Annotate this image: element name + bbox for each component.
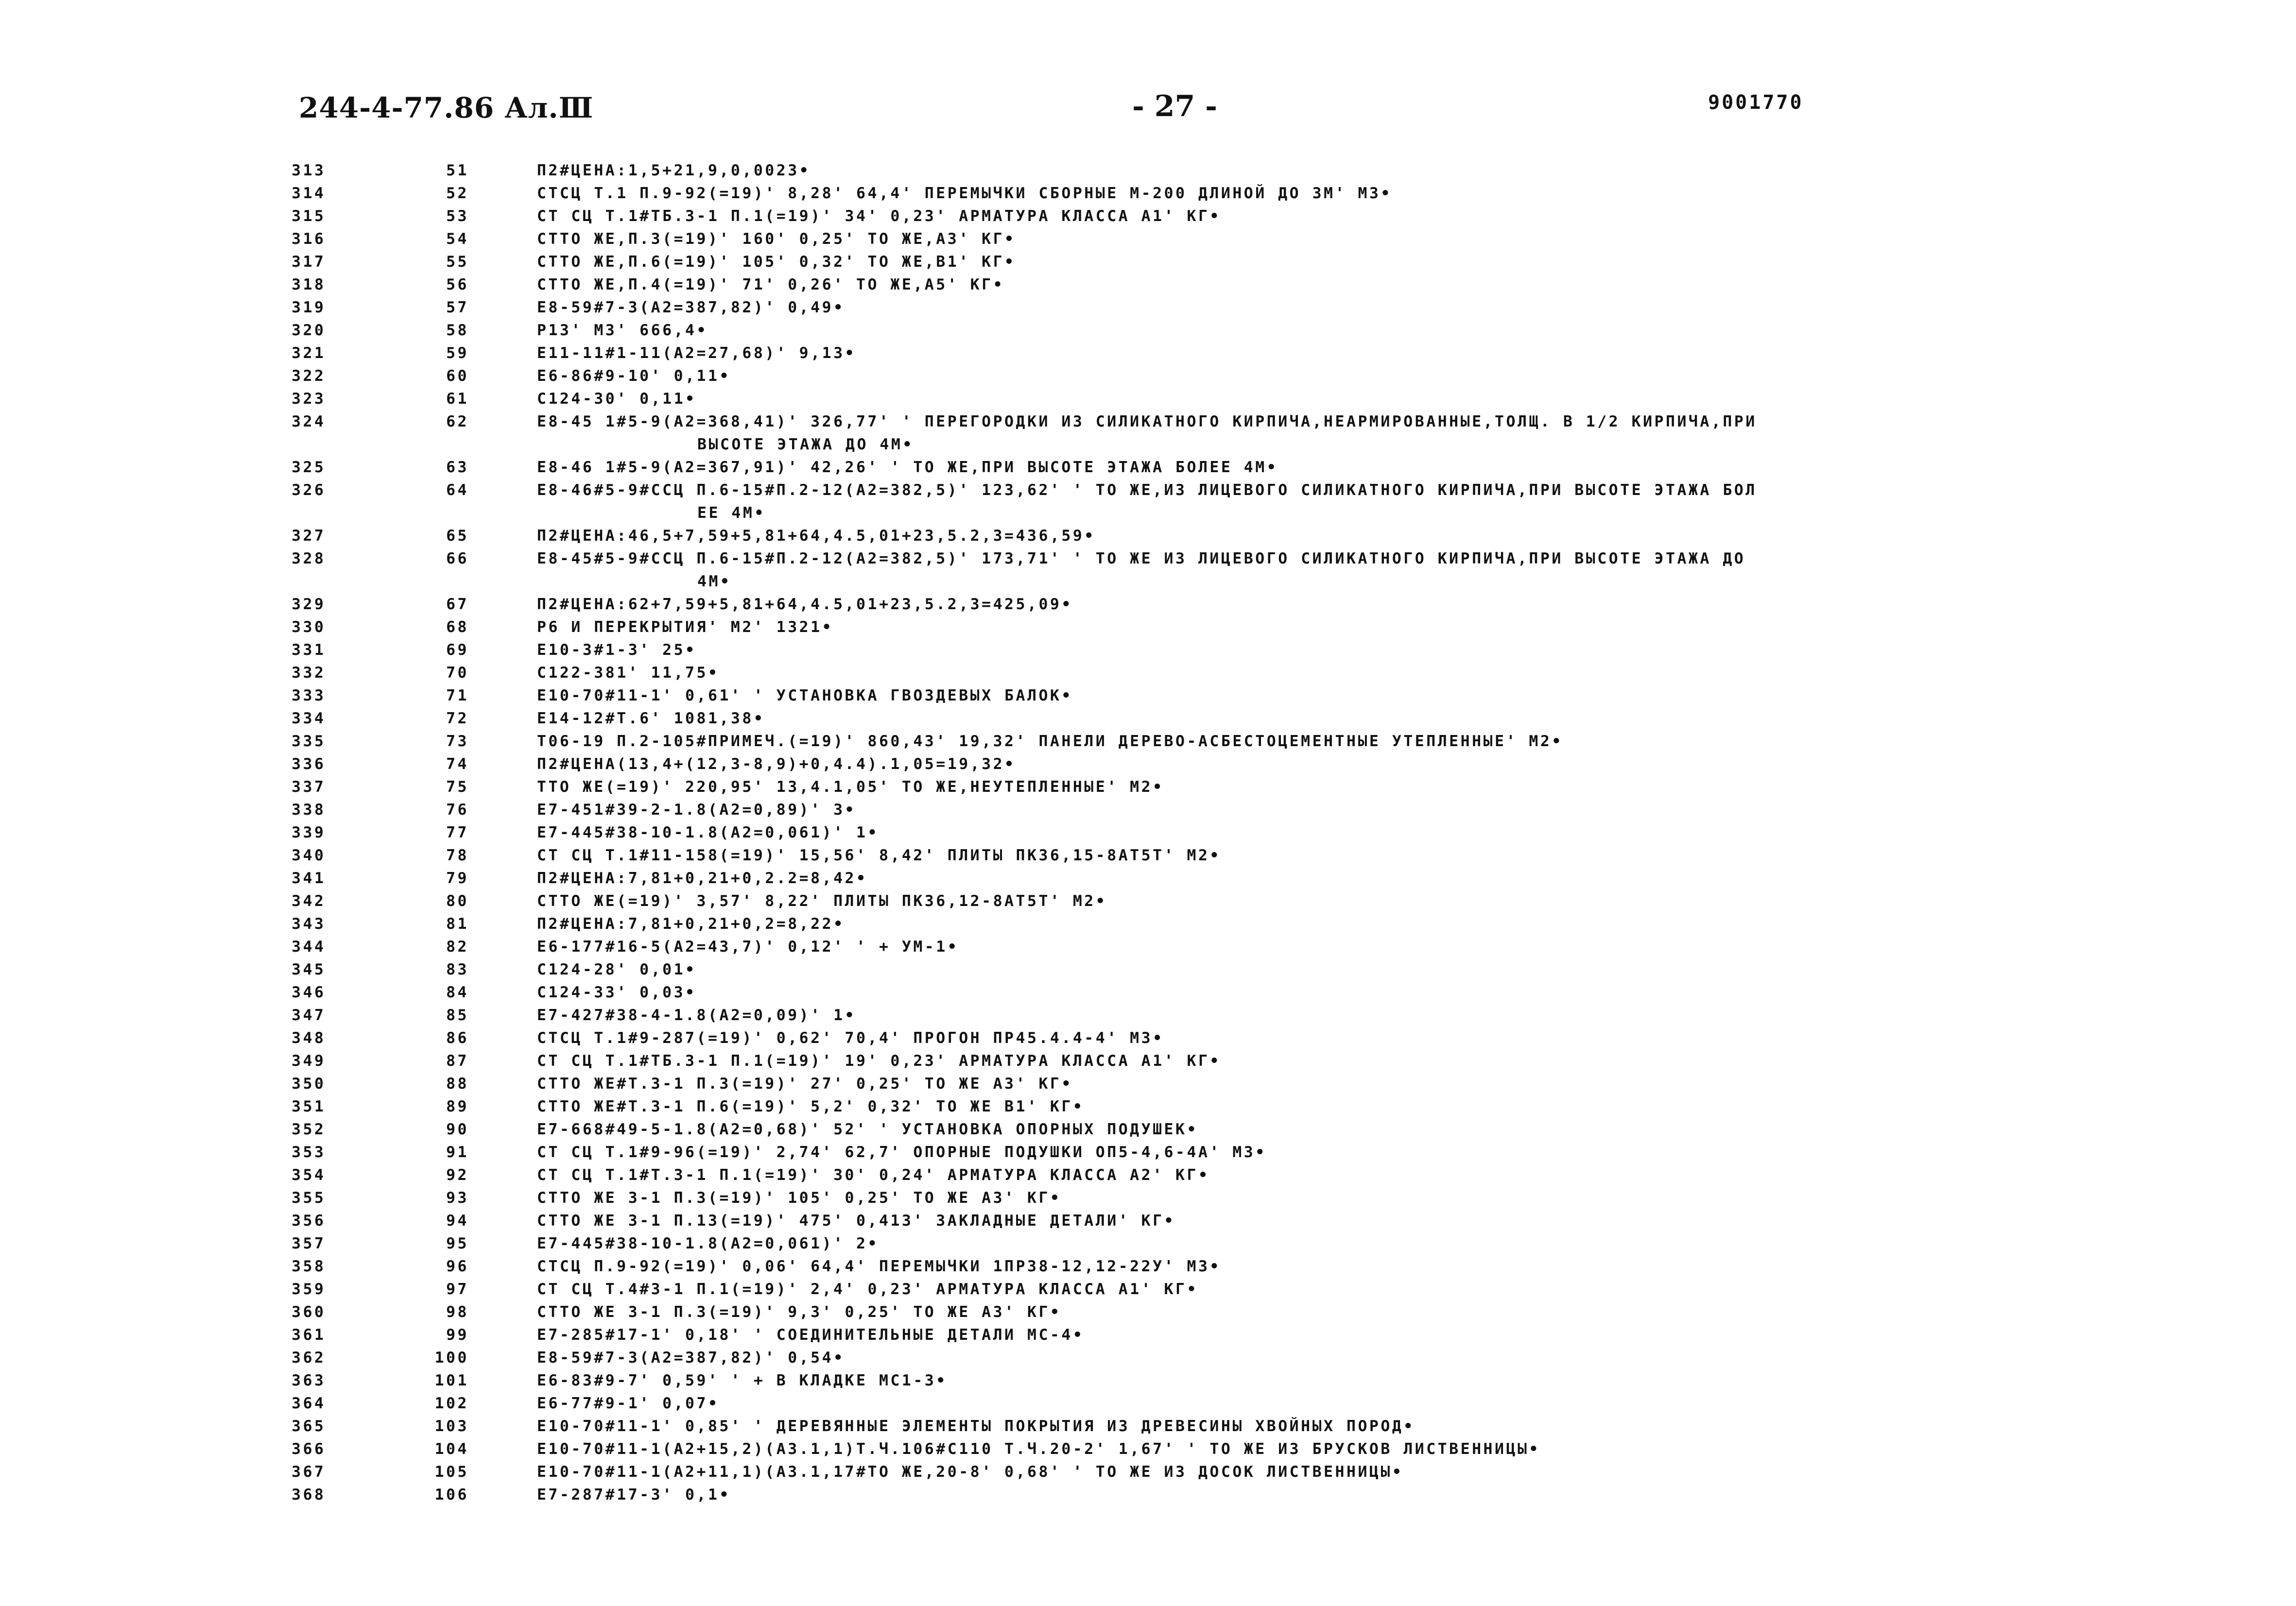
table-row — [0, 981, 2296, 1004]
row-text-line: СТСЦ Т.1#9-287(=19)' 0,62' 70,4' ПРОГОН ПР45.4.4-4' М3• — [537, 1029, 1164, 1047]
table-row — [0, 639, 2296, 662]
row-text-line: Е10-70#11-1' 0,61' ' УСТАНОВКА ГВОЗДЕВЫХ БАЛОК• — [537, 687, 1073, 704]
row-text-line: СТТО ЖЕ 3-1 П.3(=19)' 9,3' 0,25' ТО ЖЕ А3' КГ• — [537, 1303, 1062, 1321]
row-number: 355 — [292, 1189, 326, 1207]
row-number: 333 — [292, 687, 326, 704]
row-text — [537, 844, 2034, 867]
row-text-line: СТТО ЖЕ#Т.3-1 П.6(=19)' 5,2' 0,32' ТО ЖЕ В1' КГ• — [537, 1098, 1085, 1115]
row-number: 365 — [292, 1418, 326, 1435]
row-text-line: П2#ЦЕНА:1,5+21,9,0,0023• — [537, 162, 811, 179]
row-number: 347 — [292, 1007, 326, 1024]
table-row — [0, 228, 2296, 251]
line-number: 91 — [446, 1144, 469, 1161]
table-row — [0, 1141, 2296, 1164]
line-number: 74 — [446, 755, 469, 773]
row-text-line: Р13' М3' 666,4• — [537, 322, 708, 339]
row-number: 364 — [292, 1395, 326, 1412]
table-row — [0, 365, 2296, 388]
row-number: 330 — [292, 618, 326, 636]
line-number: 65 — [446, 527, 469, 545]
line-number: 101 — [434, 1372, 469, 1389]
row-text-continuation: 4М• — [697, 573, 732, 590]
line-number: 85 — [446, 1007, 469, 1024]
row-text — [537, 867, 2034, 890]
row-text — [537, 479, 2034, 525]
row-text — [537, 1278, 2034, 1301]
row-text-continuation: ЕЕ 4М• — [697, 504, 766, 522]
line-number: 55 — [446, 253, 469, 271]
table-row — [0, 958, 2296, 981]
line-number: 86 — [446, 1029, 469, 1047]
table-row — [0, 547, 2296, 593]
row-text — [537, 1438, 2034, 1461]
row-text — [537, 1027, 2034, 1050]
row-text — [537, 639, 2034, 662]
row-number: 354 — [292, 1166, 326, 1184]
row-number: 349 — [292, 1052, 326, 1070]
table-row — [0, 159, 2296, 182]
line-number: 100 — [434, 1349, 469, 1367]
table-row — [0, 1484, 2296, 1506]
row-text-line: П2#ЦЕНА:46,5+7,59+5,81+64,4.5,01+23,5.2,3=436,59• — [537, 527, 1096, 545]
row-text — [537, 1118, 2034, 1141]
line-number: 57 — [446, 299, 469, 316]
row-text — [537, 593, 2034, 616]
row-number: 351 — [292, 1098, 326, 1115]
line-number: 70 — [446, 664, 469, 682]
row-text-line: П2#ЦЕНА(13,4+(12,3-8,9)+0,4.4).1,05=19,32• — [537, 755, 1016, 773]
row-text — [537, 182, 2034, 205]
row-text-line: С124-30' 0,11• — [537, 390, 697, 408]
line-number: 60 — [446, 367, 469, 385]
table-row — [0, 388, 2296, 410]
line-number: 98 — [446, 1303, 469, 1321]
row-text-line: Е8-45#5-9#ССЦ П.6-15#П.2-12(А2=382,5)' 173,71' ' ТО ЖЕ ИЗ ЛИЦЕВОГО СИЛИКАТНОГО КИРПИЧА,ПРИ ВЫСОТЕ ЭТАЖА ДО — [537, 550, 1746, 567]
row-text — [537, 821, 2034, 844]
row-text — [537, 890, 2034, 913]
line-number: 90 — [446, 1121, 469, 1138]
line-number: 72 — [446, 710, 469, 727]
row-text-line: Е8-45 1#5-9(А2=368,41)' 326,77' ' ПЕРЕГОРОДКИ ИЗ СИЛИКАТНОГО КИРПИЧА,НЕАРМИРОВАННЫЕ,ТОЛЩ. В 1/2 КИРПИЧА,ПРИ — [537, 413, 1757, 430]
row-number: 337 — [292, 778, 326, 796]
row-text-line: Е8-59#7-3(А2=387,82)' 0,54• — [537, 1349, 845, 1367]
line-number: 63 — [446, 459, 469, 476]
row-text-line: СТТО ЖЕ,П.6(=19)' 105' 0,32' ТО ЖЕ,В1' КГ• — [537, 253, 1016, 271]
line-number: 56 — [446, 276, 469, 293]
row-number: 338 — [292, 801, 326, 819]
table-row — [0, 730, 2296, 753]
line-number: 75 — [446, 778, 469, 796]
row-text-line: Е10-70#11-1(А2+15,2)(А3.1,1)Т.Ч.106#С110 Т.Ч.20-2' 1,67' ' ТО ЖЕ ИЗ БРУСКОВ ЛИСТВЕННИЦЫ• — [537, 1440, 1540, 1458]
row-number: 357 — [292, 1235, 326, 1252]
row-number: 318 — [292, 276, 326, 293]
row-number: 325 — [292, 459, 326, 476]
line-number: 79 — [446, 870, 469, 887]
row-number: 328 — [292, 550, 326, 567]
row-text — [537, 799, 2034, 821]
line-number: 97 — [446, 1281, 469, 1298]
row-number: 352 — [292, 1121, 326, 1138]
row-text-line: Е6-86#9-10' 0,11• — [537, 367, 731, 385]
row-text-line: СТТО ЖЕ#Т.3-1 П.3(=19)' 27' 0,25' ТО ЖЕ А3' КГ• — [537, 1075, 1073, 1093]
row-text-line: СТТО ЖЕ(=19)' 3,57' 8,22' ПЛИТЫ ПК36,12-8АТ5Т' М2• — [537, 892, 1107, 910]
row-text-line: Е8-46#5-9#ССЦ П.6-15#П.2-12(А2=382,5)' 123,62' ' ТО ЖЕ,ИЗ ЛИЦЕВОГО СИЛИКАТНОГО КИРПИЧА,ПРИ ВЫСОТЕ ЭТАЖА БОЛ — [537, 481, 1757, 499]
row-text — [537, 1232, 2034, 1255]
line-number: 54 — [446, 230, 469, 248]
table-row — [0, 410, 2296, 456]
row-text — [537, 319, 2034, 342]
row-number: 332 — [292, 664, 326, 682]
line-number: 62 — [446, 413, 469, 430]
row-text — [537, 1392, 2034, 1415]
line-number: 66 — [446, 550, 469, 567]
row-text — [537, 1050, 2034, 1073]
row-text-line: Е6-77#9-1' 0,07• — [537, 1395, 720, 1412]
row-number: 314 — [292, 185, 326, 202]
row-text-line: СТ СЦ Т.1#ТБ.3-1 П.1(=19)' 34' 0,23' АРМАТУРА КЛАССА А1' КГ• — [537, 207, 1221, 225]
line-number: 61 — [446, 390, 469, 408]
row-text — [537, 1255, 2034, 1278]
document-code: 244-4-77.86 Ал.Ⅲ — [299, 91, 594, 124]
row-text-line: Е6-177#16-5(А2=43,7)' 0,12' ' + УМ-1• — [537, 938, 959, 956]
table-row — [0, 776, 2296, 799]
row-number: 368 — [292, 1486, 326, 1503]
line-number: 73 — [446, 733, 469, 750]
row-number: 348 — [292, 1029, 326, 1047]
row-text — [537, 936, 2034, 958]
row-text-line: СТТО ЖЕ,П.4(=19)' 71' 0,26' ТО ЖЕ,А5' КГ• — [537, 276, 1005, 293]
row-text — [537, 410, 2034, 456]
row-text-line: Е10-70#11-1(А2+11,1)(А3.1,17#ТО ЖЕ,20-8' 0,68' ' ТО ЖЕ ИЗ ДОСОК ЛИСТВЕННИЦЫ• — [537, 1463, 1404, 1481]
row-number: 366 — [292, 1440, 326, 1458]
row-number: 358 — [292, 1258, 326, 1275]
line-number: 68 — [446, 618, 469, 636]
row-text — [537, 1187, 2034, 1210]
row-number: 327 — [292, 527, 326, 545]
row-text — [537, 1073, 2034, 1095]
table-row — [0, 1210, 2296, 1232]
table-row — [0, 456, 2296, 479]
table-row — [0, 936, 2296, 958]
row-text — [537, 958, 2034, 981]
row-number: 361 — [292, 1326, 326, 1344]
line-number: 95 — [446, 1235, 469, 1252]
table-row — [0, 479, 2296, 525]
table-row — [0, 182, 2296, 205]
row-text-line: С124-28' 0,01• — [537, 961, 697, 978]
page-number: - 27 - — [1132, 89, 1218, 123]
line-number: 94 — [446, 1212, 469, 1230]
line-number: 96 — [446, 1258, 469, 1275]
table-row — [0, 1027, 2296, 1050]
row-text — [537, 159, 2034, 182]
line-number: 67 — [446, 596, 469, 613]
row-number: 313 — [292, 162, 326, 179]
row-text — [537, 1210, 2034, 1232]
table-row — [0, 1324, 2296, 1347]
table-row — [0, 1392, 2296, 1415]
line-number: 105 — [434, 1463, 469, 1481]
table-row — [0, 1073, 2296, 1095]
row-number: 359 — [292, 1281, 326, 1298]
row-text — [537, 388, 2034, 410]
row-text — [537, 1461, 2034, 1484]
table-row — [0, 1347, 2296, 1369]
row-number: 326 — [292, 481, 326, 499]
table-row — [0, 1095, 2296, 1118]
row-text — [537, 753, 2034, 776]
line-number: 77 — [446, 824, 469, 841]
row-text-line: П2#ЦЕНА:7,81+0,21+0,2=8,22• — [537, 915, 845, 933]
line-number: 82 — [446, 938, 469, 956]
row-text — [537, 776, 2034, 799]
row-text — [537, 1324, 2034, 1347]
row-text-line: Е8-46 1#5-9(А2=367,91)' 42,26' ' ТО ЖЕ,ПРИ ВЫСОТЕ ЭТАЖА БОЛЕЕ 4М• — [537, 459, 1278, 476]
row-text-line: Е10-3#1-3' 25• — [537, 641, 697, 659]
row-text-line: СТСЦ П.9-92(=19)' 0,06' 64,4' ПЕРЕМЫЧКИ 1ПР38-12,12-22У' М3• — [537, 1258, 1221, 1275]
row-number: 363 — [292, 1372, 326, 1389]
line-number: 58 — [446, 322, 469, 339]
row-text-line: СТСЦ Т.1 П.9-92(=19)' 8,28' 64,4' ПЕРЕМЫЧКИ СБОРНЫЕ М-200 ДЛИНОЙ ДО 3М' М3• — [537, 185, 1392, 202]
row-text-line: СТТО ЖЕ 3-1 П.13(=19)' 475' 0,413' ЗАКЛАДНЫЕ ДЕТАЛИ' КГ• — [537, 1212, 1176, 1230]
row-text-line: Е7-668#49-5-1.8(А2=0,68)' 52' ' УСТАНОВКА ОПОРНЫХ ПОДУШЕК• — [537, 1121, 1198, 1138]
row-text — [537, 365, 2034, 388]
table-row — [0, 593, 2296, 616]
row-number: 320 — [292, 322, 326, 339]
line-number: 51 — [446, 162, 469, 179]
row-number: 343 — [292, 915, 326, 933]
table-row — [0, 319, 2296, 342]
row-number: 342 — [292, 892, 326, 910]
table-row — [0, 1461, 2296, 1484]
row-number: 334 — [292, 710, 326, 727]
line-number: 69 — [446, 641, 469, 659]
row-number: 316 — [292, 230, 326, 248]
line-number: 52 — [446, 185, 469, 202]
row-text-line: Т06-19 П.2-105#ПРИМЕЧ.(=19)' 860,43' 19,32' ПАНЕЛИ ДЕРЕВО-АСБЕСТОЦЕМЕНТНЫЕ УТЕПЛЕННЫЕ' М2• — [537, 733, 1563, 750]
line-number: 99 — [446, 1326, 469, 1344]
row-text — [537, 342, 2034, 365]
row-text — [537, 662, 2034, 684]
row-number: 344 — [292, 938, 326, 956]
row-text-line: СТ СЦ Т.4#3-1 П.1(=19)' 2,4' 0,23' АРМАТУРА КЛАССА А1' КГ• — [537, 1281, 1198, 1298]
line-number: 103 — [434, 1418, 469, 1435]
row-text — [537, 616, 2034, 639]
row-number: 356 — [292, 1212, 326, 1230]
table-row — [0, 662, 2296, 684]
table-row — [0, 1301, 2296, 1324]
row-text-line: СТ СЦ Т.1#Т.3-1 П.1(=19)' 30' 0,24' АРМАТУРА КЛАССА А2' КГ• — [537, 1166, 1210, 1184]
line-number: 80 — [446, 892, 469, 910]
row-text-line: Р6 И ПЕРЕКРЫТИЯ' М2' 1321• — [537, 618, 834, 636]
row-number: 315 — [292, 207, 326, 225]
row-text — [537, 1369, 2034, 1392]
row-text — [537, 1347, 2034, 1369]
line-number: 88 — [446, 1075, 469, 1093]
table-row — [0, 684, 2296, 707]
table-row — [0, 913, 2296, 936]
row-text-line: П2#ЦЕНА:7,81+0,21+0,2.2=8,42• — [537, 870, 868, 887]
line-number: 87 — [446, 1052, 469, 1070]
row-text-line: Е7-445#38-10-1.8(А2=0,061)' 1• — [537, 824, 879, 841]
table-row — [0, 296, 2296, 319]
row-number: 362 — [292, 1349, 326, 1367]
row-text-line: Е8-59#7-3(А2=387,82)' 0,49• — [537, 299, 845, 316]
row-text-line: Е7-287#17-3' 0,1• — [537, 1486, 731, 1503]
table-row — [0, 205, 2296, 228]
table-row — [0, 251, 2296, 273]
table-row — [0, 753, 2296, 776]
row-number: 367 — [292, 1463, 326, 1481]
line-number: 106 — [434, 1486, 469, 1503]
table-row — [0, 1415, 2296, 1438]
table-row — [0, 342, 2296, 365]
row-text-line: СТ СЦ Т.1#9-96(=19)' 2,74' 62,7' ОПОРНЫЕ ПОДУШКИ ОП5-4,6-4А' М3• — [537, 1144, 1267, 1161]
row-text-line: ТТО ЖЕ(=19)' 220,95' 13,4.1,05' ТО ЖЕ,НЕУТЕПЛЕННЫЕ' М2• — [537, 778, 1164, 796]
row-text-line: Е7-285#17-1' 0,18' ' СОЕДИНИТЕЛЬНЫЕ ДЕТАЛИ МС-4• — [537, 1326, 1085, 1344]
row-text — [537, 296, 2034, 319]
row-text — [537, 525, 2034, 547]
row-text — [537, 707, 2034, 730]
table-row — [0, 890, 2296, 913]
row-text — [537, 205, 2034, 228]
row-text-line: Е11-11#1-11(А2=27,68)' 9,13• — [537, 344, 857, 362]
row-text-line: СТТО ЖЕ,П.3(=19)' 160' 0,25' ТО ЖЕ,А3' КГ• — [537, 230, 1016, 248]
row-number: 331 — [292, 641, 326, 659]
line-number: 104 — [434, 1440, 469, 1458]
table-row — [0, 867, 2296, 890]
row-text-line: Е6-83#9-7' 0,59' ' + В КЛАДКЕ МС1-3• — [537, 1372, 948, 1389]
line-number: 89 — [446, 1098, 469, 1115]
row-number: 323 — [292, 390, 326, 408]
table-row — [0, 1232, 2296, 1255]
row-text-line: СТ СЦ Т.1#11-158(=19)' 15,56' 8,42' ПЛИТЫ ПК36,15-8АТ5Т' М2• — [537, 847, 1221, 864]
table-row — [0, 821, 2296, 844]
row-number: 317 — [292, 253, 326, 271]
row-number: 340 — [292, 847, 326, 864]
row-text — [537, 251, 2034, 273]
row-text-line: С122-381' 11,75• — [537, 664, 720, 682]
table-row — [0, 1164, 2296, 1187]
line-number: 81 — [446, 915, 469, 933]
row-number: 360 — [292, 1303, 326, 1321]
table-row — [0, 844, 2296, 867]
row-number: 350 — [292, 1075, 326, 1093]
row-text — [537, 547, 2034, 593]
table-row — [0, 1255, 2296, 1278]
table-row — [0, 1118, 2296, 1141]
row-number: 345 — [292, 961, 326, 978]
row-text-line: Е7-445#38-10-1.8(А2=0,061)' 2• — [537, 1235, 879, 1252]
table-row — [0, 1438, 2296, 1461]
table-row — [0, 616, 2296, 639]
row-number: 324 — [292, 413, 326, 430]
row-text — [537, 228, 2034, 251]
row-number: 341 — [292, 870, 326, 887]
line-number: 59 — [446, 344, 469, 362]
table-row — [0, 1050, 2296, 1073]
table-row — [0, 707, 2296, 730]
row-number: 339 — [292, 824, 326, 841]
row-text-line: С124-33' 0,03• — [537, 984, 697, 1001]
row-text — [537, 1415, 2034, 1438]
line-number: 83 — [446, 961, 469, 978]
line-number: 76 — [446, 801, 469, 819]
row-text-continuation: ВЫСОТЕ ЭТАЖА ДО 4М• — [697, 436, 914, 453]
row-number: 321 — [292, 344, 326, 362]
row-number: 319 — [292, 299, 326, 316]
table-row — [0, 1369, 2296, 1392]
line-number: 93 — [446, 1189, 469, 1207]
table-row — [0, 1004, 2296, 1027]
document-number: 9001770 — [1708, 91, 1804, 114]
row-text-line: СТ СЦ Т.1#ТБ.3-1 П.1(=19)' 19' 0,23' АРМАТУРА КЛАССА А1' КГ• — [537, 1052, 1221, 1070]
line-number: 71 — [446, 687, 469, 704]
line-number: 78 — [446, 847, 469, 864]
row-number: 353 — [292, 1144, 326, 1161]
row-text-line: Е7-427#38-4-1.8(А2=0,09)' 1• — [537, 1007, 857, 1024]
row-text-line: Е10-70#11-1' 0,85' ' ДЕРЕВЯННЫЕ ЭЛЕМЕНТЫ ПОКРЫТИЯ ИЗ ДРЕВЕСИНЫ ХВОЙНЫХ ПОРОД• — [537, 1418, 1415, 1435]
row-text — [537, 684, 2034, 707]
table-row — [0, 1187, 2296, 1210]
row-text-line: СТТО ЖЕ 3-1 П.3(=19)' 105' 0,25' ТО ЖЕ А3' КГ• — [537, 1189, 1062, 1207]
line-number: 92 — [446, 1166, 469, 1184]
row-text — [537, 1484, 2034, 1506]
row-text — [537, 273, 2034, 296]
row-text — [537, 1004, 2034, 1027]
row-text — [537, 1141, 2034, 1164]
line-number: 102 — [434, 1395, 469, 1412]
table-row — [0, 273, 2296, 296]
listing-body — [0, 159, 2296, 1506]
row-text-line: П2#ЦЕНА:62+7,59+5,81+64,4.5,01+23,5.2,3=425,09• — [537, 596, 1073, 613]
table-row — [0, 525, 2296, 547]
row-number: 335 — [292, 733, 326, 750]
row-number: 336 — [292, 755, 326, 773]
row-number: 346 — [292, 984, 326, 1001]
row-text — [537, 730, 2034, 753]
row-text — [537, 456, 2034, 479]
line-number: 84 — [446, 984, 469, 1001]
table-row — [0, 799, 2296, 821]
row-text — [537, 981, 2034, 1004]
row-number: 329 — [292, 596, 326, 613]
row-number: 322 — [292, 367, 326, 385]
row-text — [537, 1301, 2034, 1324]
line-number: 64 — [446, 481, 469, 499]
row-text — [537, 1164, 2034, 1187]
row-text — [537, 913, 2034, 936]
row-text — [537, 1095, 2034, 1118]
row-text-line: Е14-12#Т.6' 1081,38• — [537, 710, 765, 727]
line-number: 53 — [446, 207, 469, 225]
row-text-line: Е7-451#39-2-1.8(А2=0,89)' 3• — [537, 801, 857, 819]
table-row — [0, 1278, 2296, 1301]
